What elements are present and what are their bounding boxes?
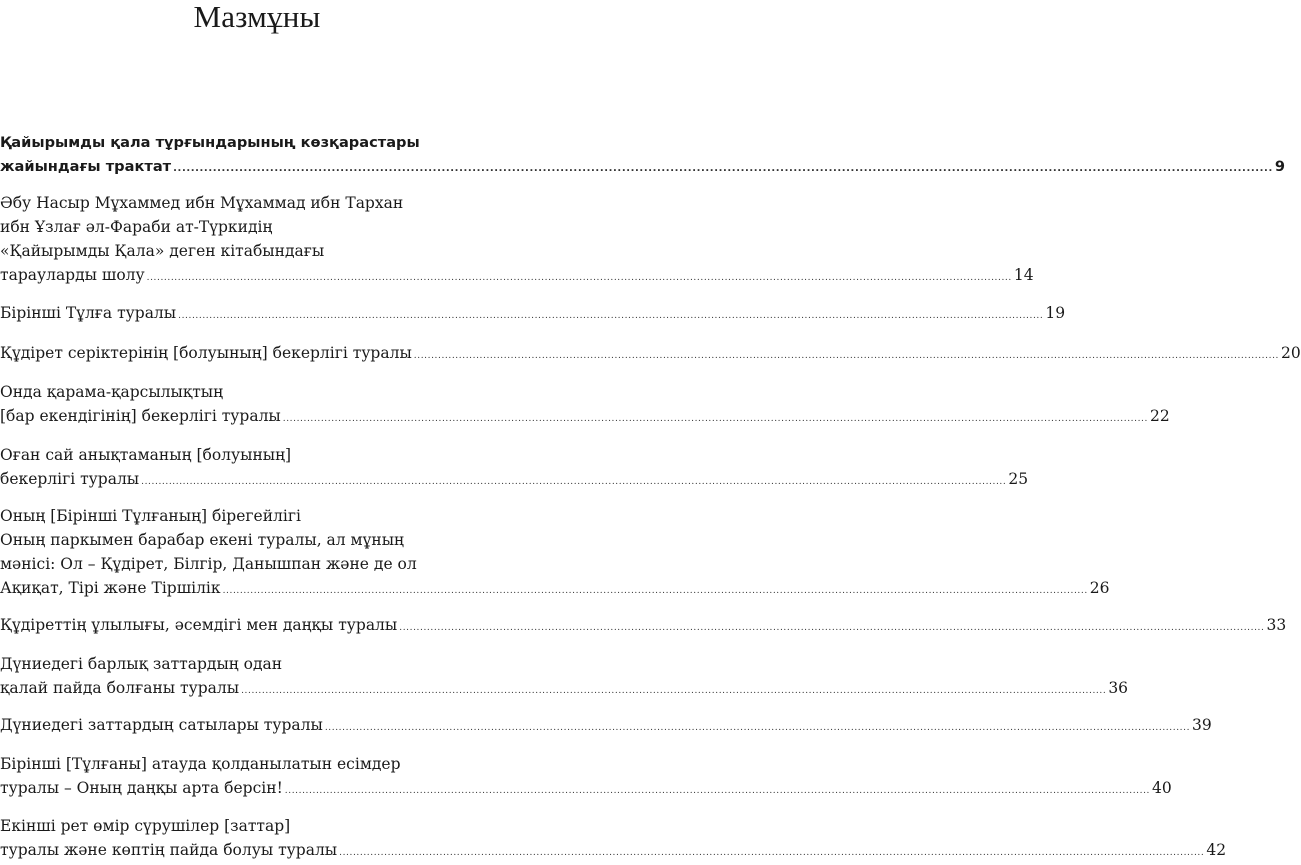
dot-leader: ..........................................................................................................................................................................................................................................................: [413, 351, 1279, 361]
toc-entry-title: қалай пайда болғаны туралы: [0, 679, 240, 697]
toc-entry-last-line: [0, 713, 1212, 737]
toc-entry: [0, 814, 1227, 862]
toc-entry-last-line: [0, 776, 1172, 800]
page-number: 19: [1045, 304, 1066, 322]
toc-entry-last-line: [0, 341, 1301, 365]
dot-leader: ..........................................................................................................................................................................................................................................................: [178, 311, 1044, 321]
toc-entry-line: Онда қарама-қарсылықтың: [0, 383, 224, 401]
toc-entry-last-line: [0, 838, 1227, 862]
toc-entry-title: Дүниедегі заттардың сатылары туралы: [0, 716, 323, 734]
toc-entry-title: Ақиқат, Тірі және Тіршілік: [0, 579, 221, 597]
toc-entry-title: бекерлігі туралы: [0, 470, 140, 488]
dot-leader: ..........................................................................................................................................................................................................................................................: [399, 623, 1265, 633]
page-number: 36: [1108, 679, 1129, 697]
toc-entry-line: «Қайырымды Қала» деген кітабындағы: [0, 242, 325, 260]
toc-entry: [0, 713, 1212, 737]
toc-entry-last-line: [0, 613, 1287, 637]
toc-entry: [0, 652, 1129, 700]
toc-entry-line: мәнісі: Ол – Құдірет, Білгір, Данышпан және де ол: [0, 555, 417, 573]
toc-entry-title: Бірінші Тұлға туралы: [0, 304, 177, 322]
page-number: 25: [1008, 470, 1029, 488]
toc-entry-last-line: [0, 404, 1170, 428]
dot-leader: ..........................................................................................................................................................................................................................................................: [324, 723, 1191, 733]
toc-entry: [0, 504, 1110, 600]
page-title: Мазмұны: [193, 0, 321, 34]
toc-entry: [0, 131, 1286, 179]
page-number: 40: [1152, 779, 1172, 797]
toc-entry: [0, 301, 1066, 325]
toc-entry-title: туралы және көптің пайда болуы туралы: [0, 841, 338, 859]
page-number: 42: [1206, 841, 1227, 859]
toc-entry: [0, 443, 1029, 491]
toc-entry-line: Бірінші [Тұлғаны] атауда қолданылатын есімдер: [0, 755, 401, 773]
toc-entry-last-line: [0, 467, 1029, 491]
toc-entry: [0, 752, 1172, 800]
page-number: 33: [1266, 616, 1287, 634]
toc-entry: [0, 341, 1301, 365]
toc-entry-last-line: [0, 301, 1066, 325]
toc-entry-line: ибн Ұзлағ әл-Фараби ат-Түркидің: [0, 218, 273, 236]
toc-entry-line: Әбу Насыр Мұхаммед ибн Мұхаммад ибн Тархан: [0, 194, 404, 212]
toc-entry-last-line: [0, 155, 1286, 179]
page-number: 26: [1089, 579, 1110, 597]
dot-leader: ..........................................................................................................................................................................................................................................................: [339, 848, 1205, 858]
page-number: 9: [1274, 158, 1286, 175]
toc-entry: [0, 380, 1170, 428]
toc-entry-line: Оның [Бірінші Тұлғаның] бірегейлігі: [0, 507, 301, 525]
dot-leader: ..........................................................................................................................................................................................................................................................: [282, 414, 1148, 424]
toc-entry-title: Құдірет серіктерінің [болуының] бекерлігі туралы: [0, 344, 412, 362]
toc-entry-line: Қайырымды қала тұрғындарының көзқарастары: [0, 134, 420, 151]
dot-leader: ..........................................................................................................................................................................................................................................................: [284, 786, 1151, 796]
dot-leader: ..........................................................................................................................................................................................................................................................: [173, 163, 1273, 174]
page-number: 22: [1149, 407, 1170, 425]
page-number: 20: [1281, 344, 1301, 362]
dot-leader: ..........................................................................................................................................................................................................................................................: [141, 477, 1007, 487]
toc-entry-title: тарауларды шолу: [0, 266, 145, 284]
dot-leader: ..........................................................................................................................................................................................................................................................: [241, 686, 1107, 696]
toc-entry-line: Оған сай анықтаманың [болуының]: [0, 446, 292, 464]
page-number: 39: [1192, 716, 1212, 734]
toc-entry-last-line: [0, 676, 1129, 700]
toc-entry-last-line: [0, 263, 1034, 287]
toc-entry: [0, 613, 1287, 637]
toc-entry-line: Дүниедегі барлық заттардың одан: [0, 655, 283, 673]
toc-entry-line: Екінші рет өмір сүрушілер [заттар]: [0, 817, 291, 835]
toc-entry-last-line: [0, 576, 1110, 600]
toc-entry: [0, 191, 1034, 287]
toc-entry-title: Құдіреттің ұлылығы, әсемдігі мен даңқы туралы: [0, 616, 398, 634]
dot-leader: ..........................................................................................................................................................................................................................................................: [222, 586, 1088, 596]
dot-leader: ..........................................................................................................................................................................................................................................................: [146, 273, 1012, 283]
toc-entry-title: туралы – Оның даңқы арта берсін!: [0, 779, 283, 797]
page-number: 14: [1013, 266, 1034, 284]
toc-entry-title: жайындағы трактат: [0, 158, 172, 175]
toc-entry-line: Оның паркымен барабар екені туралы, ал мұның: [0, 531, 404, 549]
toc-entry-title: [бар екендігінің] бекерлігі туралы: [0, 407, 281, 425]
